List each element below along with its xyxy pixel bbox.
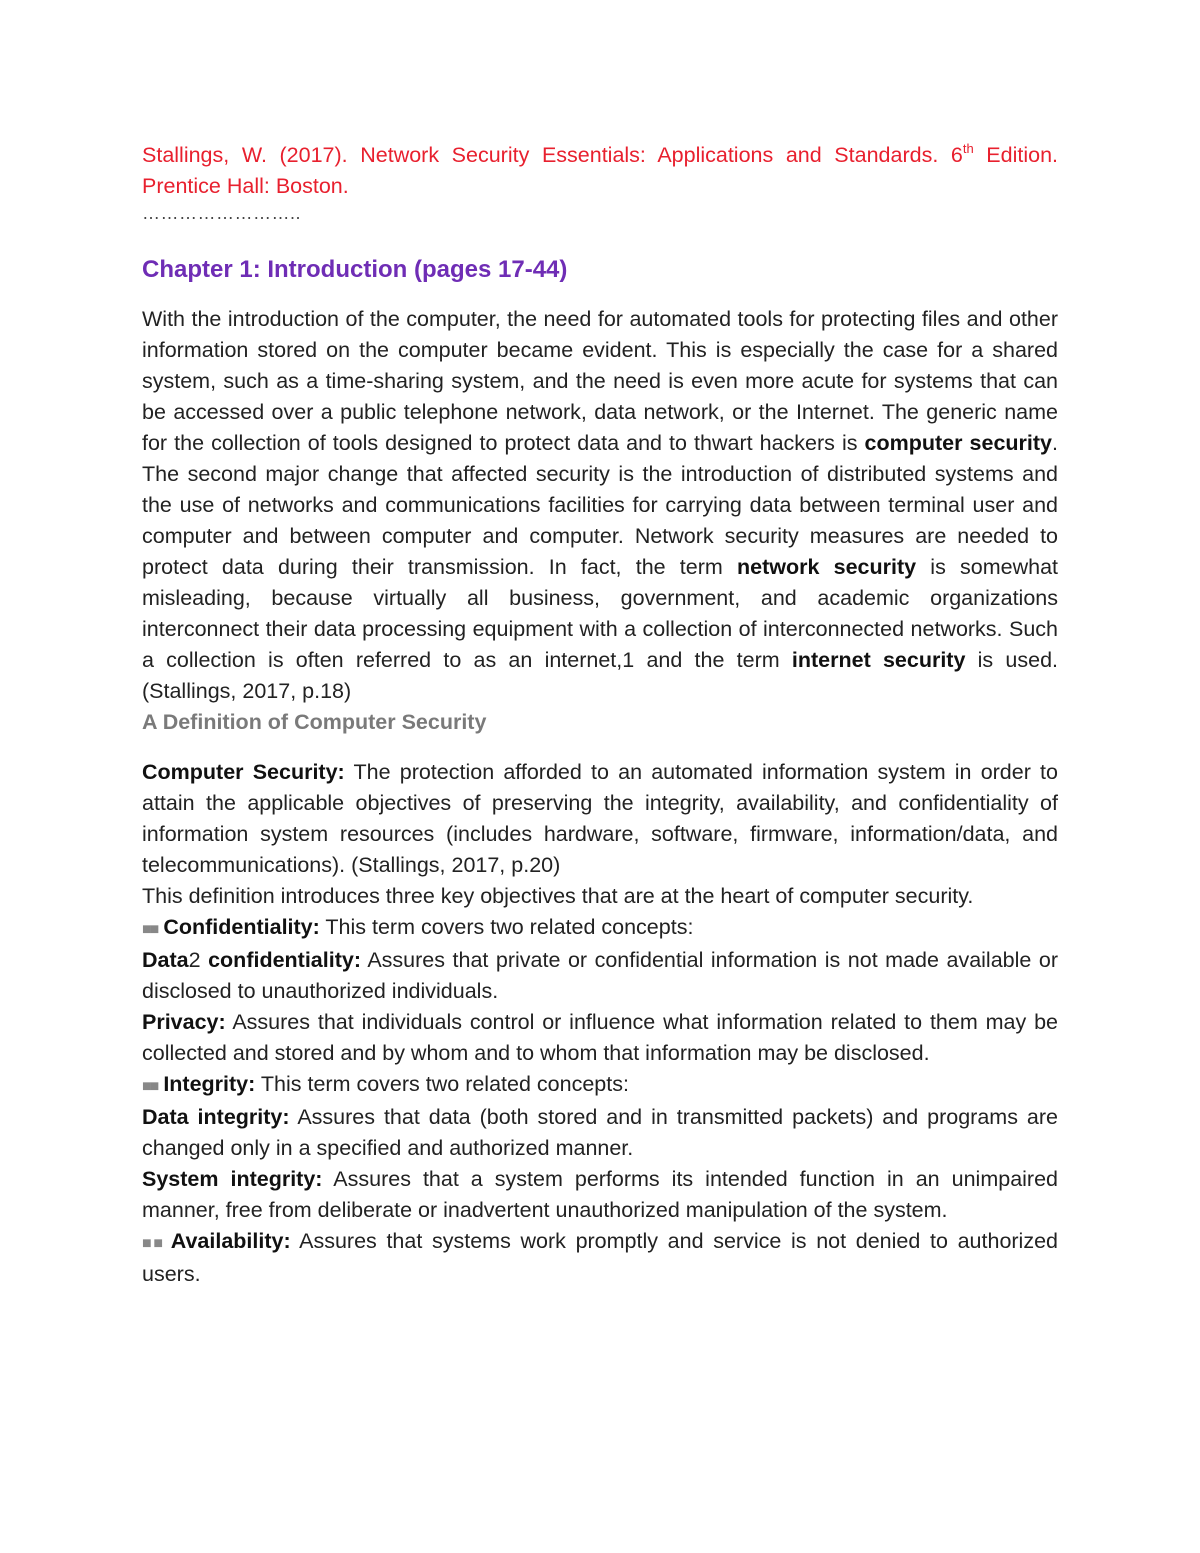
privacy-text: Assures that individuals control or influence what information related to them may be collected and stored and by whom and to whom that information may be disclosed. <box>142 1010 1058 1065</box>
availability-text: Assures that systems work promptly and service is not denied to authorized users. <box>142 1229 1059 1286</box>
intro-text-3: is somewhat misleading, because virtually all business, government, and academic organizations interconnect their data processing equipment with a collection of interconnected networks. Such a collection is often referred to as an internet,1 and the term <box>142 555 1058 672</box>
chapter-title: Chapter 1: Introduction (pages 17-44) <box>142 256 568 283</box>
citation-text: Stallings, W. (2017). Network Security Essentials: Applications and Standards. 6 <box>142 143 963 167</box>
data-confidentiality-item <box>142 945 1058 1007</box>
definition-term: Computer Security: <box>142 760 345 784</box>
bullet-icon: ■■ <box>142 921 158 938</box>
integrity-item <box>142 1069 1058 1102</box>
privacy-item <box>142 1007 1058 1069</box>
citation <box>142 140 1058 202</box>
intro-text-2: . The second major change that affected security is the introduction of distributed systems and the use of networks and communications facilities for carrying data between terminal user and computer and between computer and computer. Network security measures are needed to protect data during their transmission. In fact, the term <box>142 431 1058 579</box>
integrity-term: Integrity: <box>163 1072 256 1096</box>
system-integrity-item <box>142 1164 1058 1226</box>
bullet-icon: ■■ <box>142 1235 165 1252</box>
bullet-icon: ■■ <box>142 1078 158 1095</box>
integrity-text: This term covers two related concepts: <box>255 1072 629 1096</box>
system-integrity-text: Assures that a system performs its intended function in an unimpaired manner, free from deliberate or inadvertent unauthorized manipulation of the system. <box>142 1167 1058 1222</box>
availability-term: Availability: <box>170 1229 291 1253</box>
term-internet-security: internet security <box>791 648 966 672</box>
data-integrity-item <box>142 1102 1058 1164</box>
privacy-term: Privacy: <box>142 1010 226 1034</box>
data-integrity-text: Assures that data (both stored and in transmitted packets) and programs are changed only in a specified and authorized manner. <box>142 1105 1058 1160</box>
citation-text-end: Edition. Prentice Hall: Boston. <box>142 143 1059 198</box>
intro-text-4: is used. (Stallings, 2017, p.18) <box>142 648 1058 703</box>
data-confidentiality-term-num: 2 <box>188 948 201 972</box>
term-computer-security: computer security <box>864 431 1052 455</box>
citation-superscript: th <box>962 141 974 156</box>
confidentiality-item <box>142 912 1058 945</box>
separator-dots: …………………….. <box>142 203 302 223</box>
data-integrity-term: Data integrity: <box>142 1105 290 1129</box>
definition-text: The protection afforded to an automated information system in order to attain the applicable objectives of preserving the integrity, availability, and confidentiality of information system resources (includes hardware, software, firmware, information/data, and telecommunications). (Stallings, 2017, p.20) <box>142 760 1058 877</box>
confidentiality-text: This term covers two related concepts: <box>319 915 694 939</box>
document-page <box>142 140 1058 1290</box>
intro-text-1: With the introduction of the computer, the need for automated tools for protecting files and other information stored on the computer became evident. This is especially the case for a shared system, such as a time-sharing system, and the need is even more acute for systems that can be accessed over a public telephone network, data network, or the Internet. The generic name for the collection of tools designed to protect data and to thwart hackers is <box>142 307 1058 455</box>
intro-paragraph <box>142 304 1058 707</box>
availability-item <box>142 1226 1058 1290</box>
confidentiality-term: Confidentiality: <box>163 915 320 939</box>
data-confidentiality-term-a: Data <box>142 948 189 972</box>
section-title: A Definition of Computer Security <box>142 710 487 734</box>
system-integrity-term: System integrity: <box>142 1167 323 1191</box>
definition-paragraph <box>142 757 1058 881</box>
data-confidentiality-term-b: confidentiality: <box>200 948 361 972</box>
term-network-security: network security <box>737 555 917 579</box>
objectives-intro: This definition introduces three key objectives that are at the heart of computer security. <box>142 884 974 908</box>
data-confidentiality-text: Assures that private or confidential information is not made available or disclosed to unauthorized individuals. <box>142 948 1058 1003</box>
